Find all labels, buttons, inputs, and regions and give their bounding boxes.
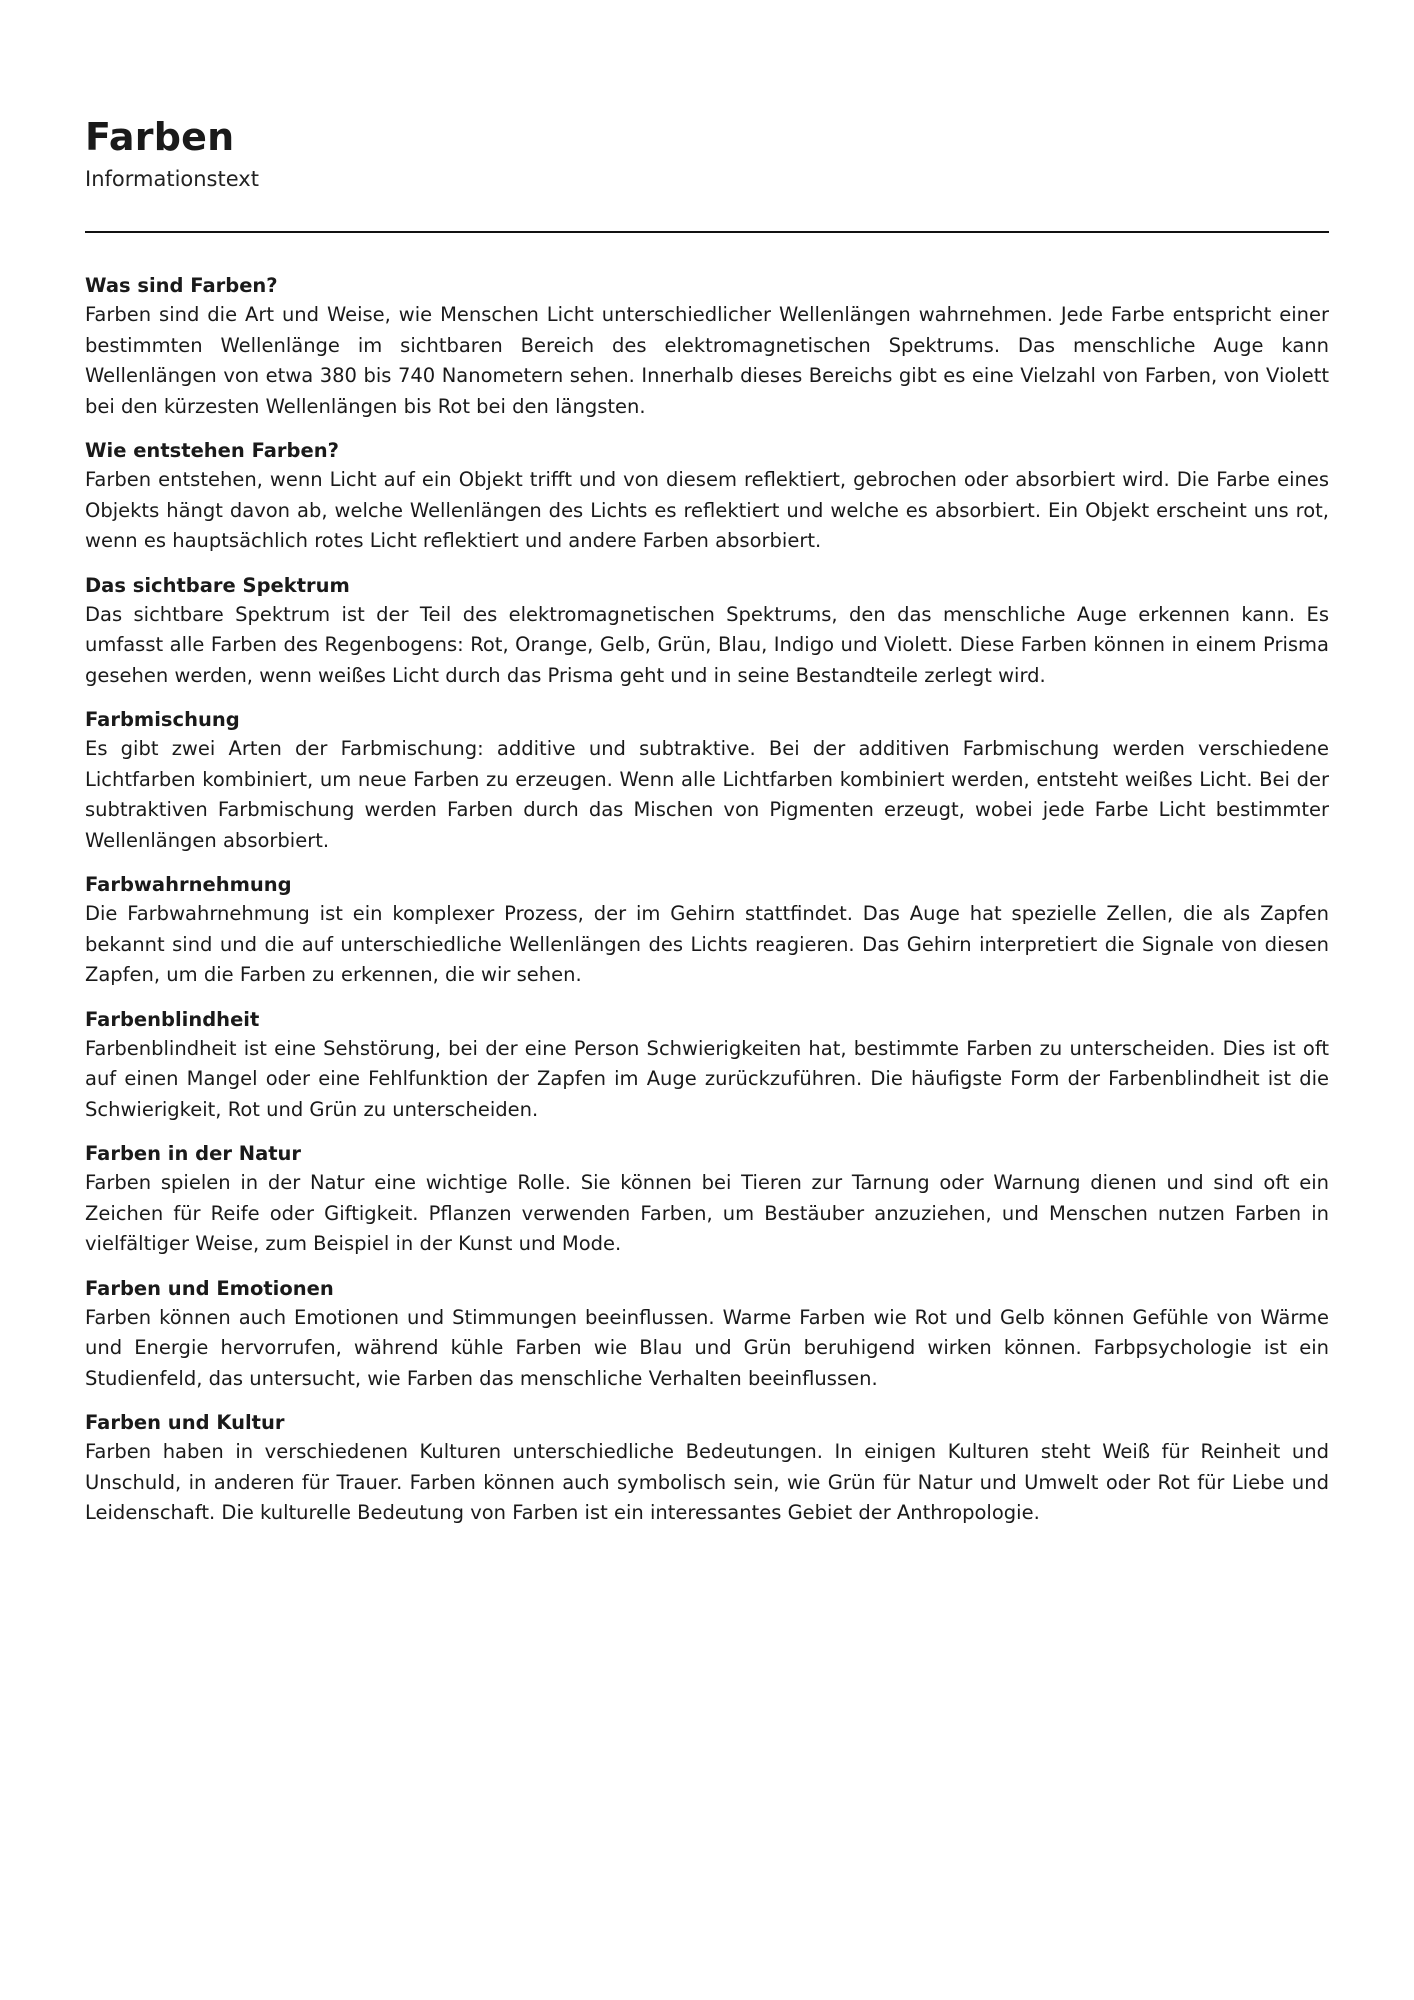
section-text: Die Farbwahrnehmung ist ein komplexer Prozess, der im Gehirn stattfindet. Das Auge hat spezielle Zellen, die als Zapfen bekannt sind und die auf unterschiedliche Wellenlängen des Lichts reagieren. Das Gehirn interpretiert die Signale von diesen Zapfen, um die Farben zu erkennen, die wir sehen. <box>85 902 1329 986</box>
section-farben-und-kultur <box>85 1408 1329 1529</box>
page-title: Farben <box>85 115 235 159</box>
section-text: Farben haben in verschiedenen Kulturen unterschiedliche Bedeutungen. In einigen Kulturen steht Weiß für Reinheit und Unschuld, in anderen für Trauer. Farben können auch symbolisch sein, wie Grün für Natur und Umwelt oder Rot für Liebe und Leidenschaft. Die kulturelle Bedeutung von Farben ist ein interessantes Gebiet der Anthropologie. <box>85 1440 1329 1524</box>
section-heading: Farbenblindheit <box>85 1007 260 1031</box>
page-subtitle: Informationstext <box>85 167 259 191</box>
section-farbwahrnehmung <box>85 870 1329 991</box>
section-farben-in-der-natur <box>85 1139 1329 1260</box>
section-text: Farben können auch Emotionen und Stimmungen beeinflussen. Warme Farben wie Rot und Gelb können Gefühle von Wärme und Energie hervorrufen, während kühle Farben wie Blau und Grün beruhigend wirken können. Farbpsychologie ist ein Studienfeld, das untersucht, wie Farben das menschliche Verhalten beeinflussen. <box>85 1305 1329 1390</box>
section-heading: Farben und Emotionen <box>85 1276 334 1300</box>
section-text: Farbenblindheit ist eine Sehstörung, bei der eine Person Schwierigkeiten hat, bestimmte Farben zu unterscheiden. Dies ist oft auf einen Mangel oder eine Fehlfunktion der Zapfen im Auge zurückzuführen. Die häufigste Form der Farbenblindheit ist die Schwierigkeit, Rot und Grün zu unterscheiden. <box>85 1036 1329 1121</box>
section-text: Farben spielen in der Natur eine wichtige Rolle. Sie können bei Tieren zur Tarnung oder Warnung dienen und sind oft ein Zeichen für Reife oder Giftigkeit. Pflanzen verwenden Farben, um Bestäuber anzuziehen, und Menschen nutzen Farben in vielfältiger Weise, zum Beispiel in der Kunst und Mode. <box>85 1171 1329 1255</box>
section-heading: Wie entstehen Farben? <box>85 439 339 462</box>
header-divider <box>85 231 1329 233</box>
section-text: Das sichtbare Spektrum ist der Teil des elektromagnetischen Spektrums, den das menschliche Auge erkennen kann. Es umfasst alle Farben des Regenbogens: Rot, Orange, Gelb, Grün, Blau, Indigo und Violett. Diese Farben können in einem Prisma gesehen werden, wenn weißes Licht durch das Prisma geht und in seine Bestandteile zerlegt wird. <box>85 602 1329 687</box>
section-heading: Das sichtbare Spektrum <box>85 573 350 597</box>
section-farbmischung <box>85 705 1329 856</box>
section-heading: Farben und Kultur <box>85 1411 285 1434</box>
section-was-sind-farben <box>85 271 1329 422</box>
section-sichtbares-spektrum <box>85 571 1329 692</box>
section-heading: Farbmischung <box>85 708 240 731</box>
section-text: Es gibt zwei Arten der Farbmischung: additive und subtraktive. Bei der additiven Farbmischung werden verschiedene Lichtfarben kombiniert, um neue Farben zu erzeugen. Wenn alle Lichtfarben kombiniert werden, entsteht weißes Licht. Bei der subtraktiven Farbmischung werden Farben durch das Mischen von Pigmenten erzeugt, wobei jede Farbe Licht bestimmter Wellenlängen absorbiert. <box>85 737 1329 852</box>
section-farbenblindheit <box>85 1005 1329 1126</box>
section-text: Farben entstehen, wenn Licht auf ein Objekt trifft und von diesem reflektiert, gebrochen oder absorbiert wird. Die Farbe eines Objekts hängt davon ab, welche Wellenlängen des Lichts es reflektiert und welche es absorbiert. Ein Objekt erscheint uns rot, wenn es hauptsächlich rotes Licht reflektiert und andere Farben absorbiert. <box>85 468 1329 552</box>
document-page <box>85 112 1329 1543</box>
section-text: Farben sind die Art und Weise, wie Menschen Licht unterschiedlicher Wellenlängen wahrnehmen. Jede Farbe entspricht einer bestimmten Wellenlänge im sichtbaren Bereich des elektromagnetischen Spektrums. Das menschliche Auge kann Wellenlängen von etwa 380 bis 740 Nanometern sehen. Innerhalb dieses Bereichs gibt es eine Vielzahl von Farben, von Violett bei den kürzesten Wellenlängen bis Rot bei den längsten. <box>85 303 1329 418</box>
section-wie-entstehen-farben <box>85 436 1329 557</box>
section-farben-und-emotionen <box>85 1274 1329 1395</box>
section-heading: Was sind Farben? <box>85 274 278 297</box>
section-heading: Farbwahrnehmung <box>85 873 292 896</box>
section-heading: Farben in der Natur <box>85 1142 302 1165</box>
